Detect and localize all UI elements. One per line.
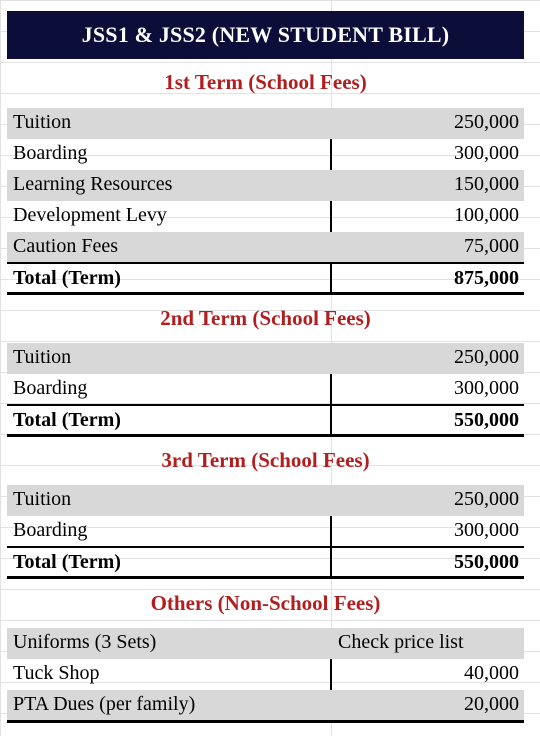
fee-row[interactable] <box>7 139 524 170</box>
bill-title: JSS1 & JSS2 (NEW STUDENT BILL) <box>7 11 524 59</box>
total-bottom-border <box>7 434 524 437</box>
fee-row[interactable] <box>7 516 524 547</box>
fee-label: Boarding <box>13 377 88 399</box>
fee-label: Tuck Shop <box>13 662 100 684</box>
total-amount: 550,000 <box>454 409 519 431</box>
fee-label: Development Levy <box>13 204 167 226</box>
fee-amount: 75,000 <box>464 235 519 257</box>
fee-amount: 150,000 <box>454 173 519 195</box>
fee-row[interactable] <box>7 170 524 201</box>
fee-row[interactable] <box>7 201 524 232</box>
fee-row[interactable] <box>7 628 524 659</box>
total-bottom-border <box>7 576 524 579</box>
fee-label: Learning Resources <box>13 173 173 195</box>
fee-label: Tuition <box>13 488 72 510</box>
section-heading-others: Others (Non-School Fees) <box>150 591 381 615</box>
total-row[interactable] <box>7 406 524 437</box>
fee-amount: Check price list <box>338 631 464 653</box>
fee-label: Uniforms (3 Sets) <box>13 631 157 653</box>
fee-amount: 250,000 <box>454 488 519 510</box>
fee-label: Boarding <box>13 142 88 164</box>
fee-label: PTA Dues (per family) <box>13 693 196 715</box>
fee-row[interactable] <box>7 485 524 516</box>
fee-row[interactable] <box>7 690 524 721</box>
total-row[interactable] <box>7 548 524 579</box>
fee-label: Caution Fees <box>13 235 118 257</box>
section-heading-3rd-term: 3rd Term (School Fees) <box>161 448 370 472</box>
fee-amount: 100,000 <box>454 204 519 226</box>
fee-amount: 250,000 <box>454 111 519 133</box>
table-bottom-border <box>7 720 524 723</box>
fee-amount: 20,000 <box>464 693 519 715</box>
fee-row[interactable] <box>7 659 524 690</box>
fee-amount: 250,000 <box>454 346 519 368</box>
fee-label: Boarding <box>13 519 88 541</box>
total-amount: 550,000 <box>454 551 519 573</box>
fee-row[interactable] <box>7 343 524 374</box>
fee-label: Tuition <box>13 346 72 368</box>
fee-amount: 300,000 <box>454 519 519 541</box>
total-label: Total (Term) <box>13 551 121 573</box>
total-bottom-border <box>7 292 524 295</box>
total-label: Total (Term) <box>13 409 121 431</box>
fee-amount: 300,000 <box>454 142 519 164</box>
section-heading-1st-term: 1st Term (School Fees) <box>164 70 367 94</box>
section-heading-2nd-term: 2nd Term (School Fees) <box>160 306 371 330</box>
fee-label: Tuition <box>13 111 72 133</box>
total-amount: 875,000 <box>454 267 519 289</box>
fee-row[interactable] <box>7 374 524 405</box>
total-row[interactable] <box>7 264 524 295</box>
fee-amount: 300,000 <box>454 377 519 399</box>
fee-row[interactable] <box>7 232 524 263</box>
fee-amount: 40,000 <box>464 662 519 684</box>
fee-row[interactable] <box>7 108 524 139</box>
total-label: Total (Term) <box>13 267 121 289</box>
